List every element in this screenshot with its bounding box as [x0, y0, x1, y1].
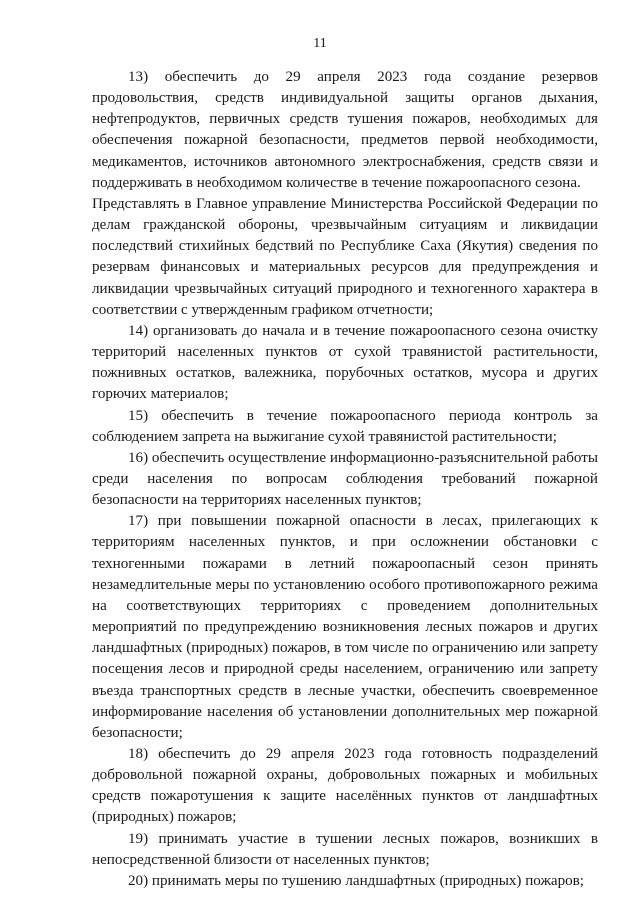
paragraph-13: 13) обеспечить до 29 апреля 2023 года создание резервов продовольствия, средств индивидуальной защиты органов дыхания, нефтепродуктов, первичных средств тушения пожаров, необходимых для обеспечения пожарной безопасности, предметов первой необходимости, медикаментов, источников автономного электроснабжения, средств связи и поддерживать в необходимом количестве в течение пожароопасного сезона.	[92, 69, 598, 191]
paragraph-13-continuation: Представлять в Главное управление Министерства Российской Федерации по делам гражданской обороны, чрезвычайным ситуациям и ликвидации последствий стихийных бедствий по Республике Саха (Якутия) сведения по резервам финансовых и материальных ресурсов для предупреждения и ликвидации чрезвычайных ситуаций природного и техногенного характера в соответствии с утвержденным графиком отчетности;	[92, 195, 598, 318]
paragraph-20: 20) принимать меры по тушению ландшафтных (природных) пожаров;	[128, 872, 584, 889]
paragraph-16: 16) обеспечить осуществление информационно-разъяснительной работы среди населения по вопросам соблюдения требований пожарной безопасности на территориях населенных пунктов;	[92, 449, 598, 509]
page-number: 11	[313, 36, 327, 51]
document-body	[92, 67, 598, 892]
paragraph-18: 18) обеспечить до 29 апреля 2023 года готовность подразделений добровольной пожарной охраны, добровольных пожарных и мобильных средств пожаротушения к защите населённых пунктов от ландшафтных (природных) пожаров;	[92, 746, 598, 826]
paragraph-15: 15) обеспечить в течение пожароопасного периода контроль за соблюдением запрета на выжигание сухой травянистой растительности;	[92, 407, 598, 445]
paragraph-17: 17) при повышении пожарной опасности в лесах, прилегающих к территориям населенных пунктов, и при осложнении обстановки с техногенными пожарами в летний пожароопасный сезон принять незамедлительные меры по установлению особого противопожарного режима на соответствующих территориях с проведением дополнительных мероприятий по предупреждению возникновения лесных пожаров и других ландшафтных (природных) пожаров, в том числе по ограничению или запрету посещения лесов и природной среды населением, ограничению или запрету въезда транспортных средств в лесные участки, обеспечить своевременное информирование населения об установлении дополнительных мер пожарной безопасности;	[92, 513, 598, 741]
paragraph-14: 14) организовать до начала и в течение пожароопасного сезона очистку территорий населенных пунктов от сухой травянистой растительности, пожнивных остатков, валежника, порубочных остатков, мусора и других горючих материалов;	[92, 322, 598, 403]
paragraph-19: 19) принимать участие в тушении лесных пожаров, возникших в непосредственной близости от населенных пунктов;	[92, 830, 598, 868]
